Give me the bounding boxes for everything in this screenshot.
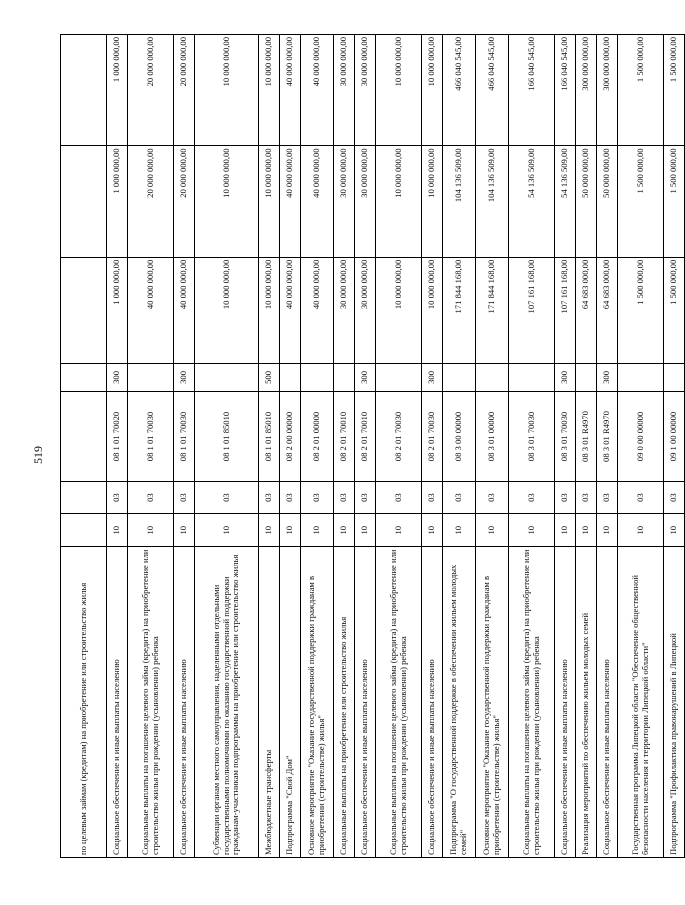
row-amount-year3: 166 040 545,00 [509, 35, 555, 146]
row-target-article: 08 3 01 R4970 [597, 392, 618, 482]
row-amount-year2: 10 000 000,00 [376, 146, 422, 257]
row-section: 10 [355, 514, 376, 547]
row-amount-year2: 40 000 000,00 [280, 146, 301, 257]
row-subsection: 03 [195, 481, 259, 514]
row-name: Социальное обеспечение и иные выплаты населению [355, 547, 376, 858]
row-subsection: 03 [128, 481, 174, 514]
row-name: Основное мероприятие "Оказание государственной поддержки гражданам в приобретении (строительстве) жилья" [301, 547, 334, 858]
row-expense-type: 300 [597, 363, 618, 392]
row-amount-year3: 10 000 000,00 [259, 35, 280, 146]
row-amount-year1: 30 000 000,00 [355, 257, 376, 363]
row-amount-year2: 54 136 509,00 [555, 146, 576, 257]
row-subsection: 03 [259, 481, 280, 514]
table-row [664, 35, 685, 858]
row-target-article: 08 3 01 00000 [476, 392, 509, 482]
table-row [301, 35, 334, 858]
row-target-article: 09 0 00 00000 [618, 392, 664, 482]
row-amount-year1: 107 161 168,00 [555, 257, 576, 363]
table-row [443, 35, 476, 858]
row-amount-year2: 30 000 000,00 [355, 146, 376, 257]
row-name: Социальные выплаты на погашение целевого займа (кредита) на приобретение или строительство жилья при рождении (усыновлении) ребенка [509, 547, 555, 858]
row-target-article: 08 2 01 70010 [355, 392, 376, 482]
row-target-article: 08 2 01 70010 [334, 392, 355, 482]
row-subsection: 03 [618, 481, 664, 514]
row-amount-year3: 20 000 000,00 [128, 35, 174, 146]
row-target-article: 08 2 01 70030 [422, 392, 443, 482]
row-amount-year3: 30 000 000,00 [355, 35, 376, 146]
budget-table [60, 34, 685, 858]
row-target-article [61, 392, 107, 482]
row-amount-year2: 104 136 509,00 [476, 146, 509, 257]
row-amount-year2: 1 500 000,00 [618, 146, 664, 257]
row-name: Социальные выплаты на погашение целевого займа (кредита) на приобретение или строительство жилья при рождении (усыновлении) ребенка [376, 547, 422, 858]
row-amount-year3: 10 000 000,00 [422, 35, 443, 146]
row-section: 10 [664, 514, 685, 547]
row-expense-type [476, 363, 509, 392]
row-amount-year3: 1 500 000,00 [618, 35, 664, 146]
table-row [128, 35, 174, 858]
row-amount-year3: 300 000 000,00 [597, 35, 618, 146]
table-row [618, 35, 664, 858]
row-amount-year3: 1 000 000,00 [107, 35, 128, 146]
row-section [61, 514, 107, 547]
row-amount-year2: 10 000 000,00 [259, 146, 280, 257]
row-amount-year3: 466 040 545,00 [476, 35, 509, 146]
table-row [174, 35, 195, 858]
row-amount-year2: 20 000 000,00 [128, 146, 174, 257]
row-amount-year2: 1 000 000,00 [107, 146, 128, 257]
row-subsection: 03 [376, 481, 422, 514]
row-expense-type [334, 363, 355, 392]
row-name: Подпрограмма "Свой Дом" [280, 547, 301, 858]
table-row [280, 35, 301, 858]
row-expense-type: 300 [355, 363, 376, 392]
row-expense-type [280, 363, 301, 392]
row-expense-type [376, 363, 422, 392]
row-subsection: 03 [280, 481, 301, 514]
row-name: Социальное обеспечение и иные выплаты населению [555, 547, 576, 858]
row-subsection: 03 [555, 481, 576, 514]
table-row [576, 35, 597, 858]
row-section: 10 [128, 514, 174, 547]
table-row [555, 35, 576, 858]
row-amount-year2: 20 000 000,00 [174, 146, 195, 257]
row-section: 10 [422, 514, 443, 547]
row-expense-type [618, 363, 664, 392]
row-amount-year2: 104 136 509,00 [443, 146, 476, 257]
row-expense-type [664, 363, 685, 392]
row-section: 10 [259, 514, 280, 547]
row-amount-year1: 1 500 000,00 [664, 257, 685, 363]
row-target-article: 08 1 01 85010 [195, 392, 259, 482]
row-amount-year1: 10 000 000,00 [259, 257, 280, 363]
table-row [334, 35, 355, 858]
row-section: 10 [443, 514, 476, 547]
row-amount-year1: 10 000 000,00 [422, 257, 443, 363]
row-expense-type [576, 363, 597, 392]
row-amount-year3: 20 000 000,00 [174, 35, 195, 146]
row-section: 10 [555, 514, 576, 547]
table-row [107, 35, 128, 858]
row-subsection: 03 [476, 481, 509, 514]
row-target-article: 08 2 01 70030 [376, 392, 422, 482]
row-target-article: 08 1 01 85010 [259, 392, 280, 482]
row-expense-type: 300 [555, 363, 576, 392]
table-row [376, 35, 422, 858]
row-target-article: 08 3 01 R4970 [576, 392, 597, 482]
row-amount-year2 [61, 146, 107, 257]
row-target-article: 09 1 00 00000 [664, 392, 685, 482]
row-amount-year1: 1 500 000,00 [618, 257, 664, 363]
row-expense-type [128, 363, 174, 392]
row-amount-year1: 1 000 000,00 [107, 257, 128, 363]
row-section: 10 [618, 514, 664, 547]
row-amount-year3: 30 000 000,00 [334, 35, 355, 146]
row-amount-year3 [61, 35, 107, 146]
budget-table-rotated [60, 34, 679, 858]
row-name: Социальное обеспечение и иные выплаты населению [597, 547, 618, 858]
table-row [476, 35, 509, 858]
row-expense-type [61, 363, 107, 392]
row-target-article: 08 1 01 70030 [174, 392, 195, 482]
row-amount-year3: 10 000 000,00 [376, 35, 422, 146]
row-amount-year2: 10 000 000,00 [422, 146, 443, 257]
row-subsection: 03 [107, 481, 128, 514]
row-expense-type [301, 363, 334, 392]
row-amount-year2: 1 500 000,00 [664, 146, 685, 257]
row-name: Подпрограмма "О государственной поддержке в обеспечении жильем молодых семей" [443, 547, 476, 858]
row-name: Основное мероприятие "Оказание государственной поддержки гражданам в приобретении (строительстве) жилья" [476, 547, 509, 858]
row-amount-year1: 10 000 000,00 [195, 257, 259, 363]
row-subsection: 03 [355, 481, 376, 514]
row-name: Реализация мероприятий по обеспечению жильем молодых семей [576, 547, 597, 858]
row-subsection: 03 [174, 481, 195, 514]
row-expense-type [443, 363, 476, 392]
row-name: Подпрограмма "Профилактика правонарушений в Липецкой [664, 547, 685, 858]
row-amount-year1: 171 844 168,00 [443, 257, 476, 363]
row-section: 10 [301, 514, 334, 547]
row-subsection: 03 [576, 481, 597, 514]
row-amount-year3: 40 000 000,00 [301, 35, 334, 146]
row-name: Государственная программа Липецкой области "Обеспечение общественной безопасности населения и территории Липецкой области" [618, 547, 664, 858]
row-target-article: 08 1 01 70020 [107, 392, 128, 482]
row-section: 10 [334, 514, 355, 547]
row-name: Межбюджетные трансферты [259, 547, 280, 858]
row-expense-type: 300 [422, 363, 443, 392]
row-amount-year1: 30 000 000,00 [334, 257, 355, 363]
row-amount-year2: 50 000 000,00 [576, 146, 597, 257]
row-amount-year3: 300 000 000,00 [576, 35, 597, 146]
row-amount-year3: 466 040 545,00 [443, 35, 476, 146]
row-subsection: 03 [509, 481, 555, 514]
row-section: 10 [376, 514, 422, 547]
row-section: 10 [576, 514, 597, 547]
row-amount-year2: 10 000 000,00 [195, 146, 259, 257]
row-expense-type: 300 [174, 363, 195, 392]
table-row [61, 35, 107, 858]
row-amount-year1: 107 161 168,00 [509, 257, 555, 363]
row-target-article: 08 3 01 70030 [555, 392, 576, 482]
row-target-article: 08 3 00 00000 [443, 392, 476, 482]
row-amount-year1: 64 683 000,00 [597, 257, 618, 363]
row-amount-year2: 54 136 509,00 [509, 146, 555, 257]
row-section: 10 [597, 514, 618, 547]
row-amount-year1: 40 000 000,00 [280, 257, 301, 363]
row-name: Социальное обеспечение и иные выплаты населению [422, 547, 443, 858]
row-amount-year1: 64 683 000,00 [576, 257, 597, 363]
row-amount-year1: 171 844 168,00 [476, 257, 509, 363]
row-name: по целевым займам (кредитам) на приобретение или строительство жилья [61, 547, 107, 858]
row-section: 10 [476, 514, 509, 547]
row-expense-type [195, 363, 259, 392]
row-subsection: 03 [443, 481, 476, 514]
row-target-article: 08 3 01 70030 [509, 392, 555, 482]
row-amount-year1: 40 000 000,00 [174, 257, 195, 363]
table-row [422, 35, 443, 858]
row-amount-year2: 30 000 000,00 [334, 146, 355, 257]
row-subsection: 03 [301, 481, 334, 514]
row-target-article: 08 1 01 70030 [128, 392, 174, 482]
row-name: Социальное обеспечение и иные выплаты населению [174, 547, 195, 858]
table-row [597, 35, 618, 858]
row-subsection: 03 [597, 481, 618, 514]
table-row [355, 35, 376, 858]
row-name: Социальные выплаты на погашение целевого займа (кредита) на приобретение или строительство жилья при рождении (усыновлении) ребенка [128, 547, 174, 858]
row-amount-year3: 166 040 545,00 [555, 35, 576, 146]
table-row [195, 35, 259, 858]
row-section: 10 [107, 514, 128, 547]
row-amount-year2: 40 000 000,00 [301, 146, 334, 257]
row-subsection: 03 [664, 481, 685, 514]
row-name: Субвенции органам местного самоуправления, наделенными отдельными государственными полномочиями по оказанию государственной поддержки гражданам-участникам подпрограммы на приобретение или строительство жилья [195, 547, 259, 858]
row-expense-type: 300 [107, 363, 128, 392]
table-row [509, 35, 555, 858]
row-amount-year1 [61, 257, 107, 363]
row-section: 10 [509, 514, 555, 547]
row-amount-year3: 40 000 000,00 [280, 35, 301, 146]
row-amount-year1: 10 000 000,00 [376, 257, 422, 363]
row-target-article: 08 2 00 00000 [280, 392, 301, 482]
row-expense-type [509, 363, 555, 392]
row-amount-year3: 10 000 000,00 [195, 35, 259, 146]
row-section: 10 [280, 514, 301, 547]
row-subsection: 03 [422, 481, 443, 514]
row-name: Социальные выплаты на приобретение или строительство жилья [334, 547, 355, 858]
row-subsection: 03 [334, 481, 355, 514]
row-amount-year3: 1 500 000,00 [664, 35, 685, 146]
table-row [259, 35, 280, 858]
row-amount-year1: 40 000 000,00 [301, 257, 334, 363]
row-target-article: 08 2 01 00000 [301, 392, 334, 482]
row-section: 10 [174, 514, 195, 547]
row-amount-year2: 50 000 000,00 [597, 146, 618, 257]
row-amount-year1: 40 000 000,00 [128, 257, 174, 363]
row-subsection [61, 481, 107, 514]
row-expense-type: 500 [259, 363, 280, 392]
row-section: 10 [195, 514, 259, 547]
row-name: Социальное обеспечение и иные выплаты населению [107, 547, 128, 858]
page-number: 519 [31, 446, 45, 464]
